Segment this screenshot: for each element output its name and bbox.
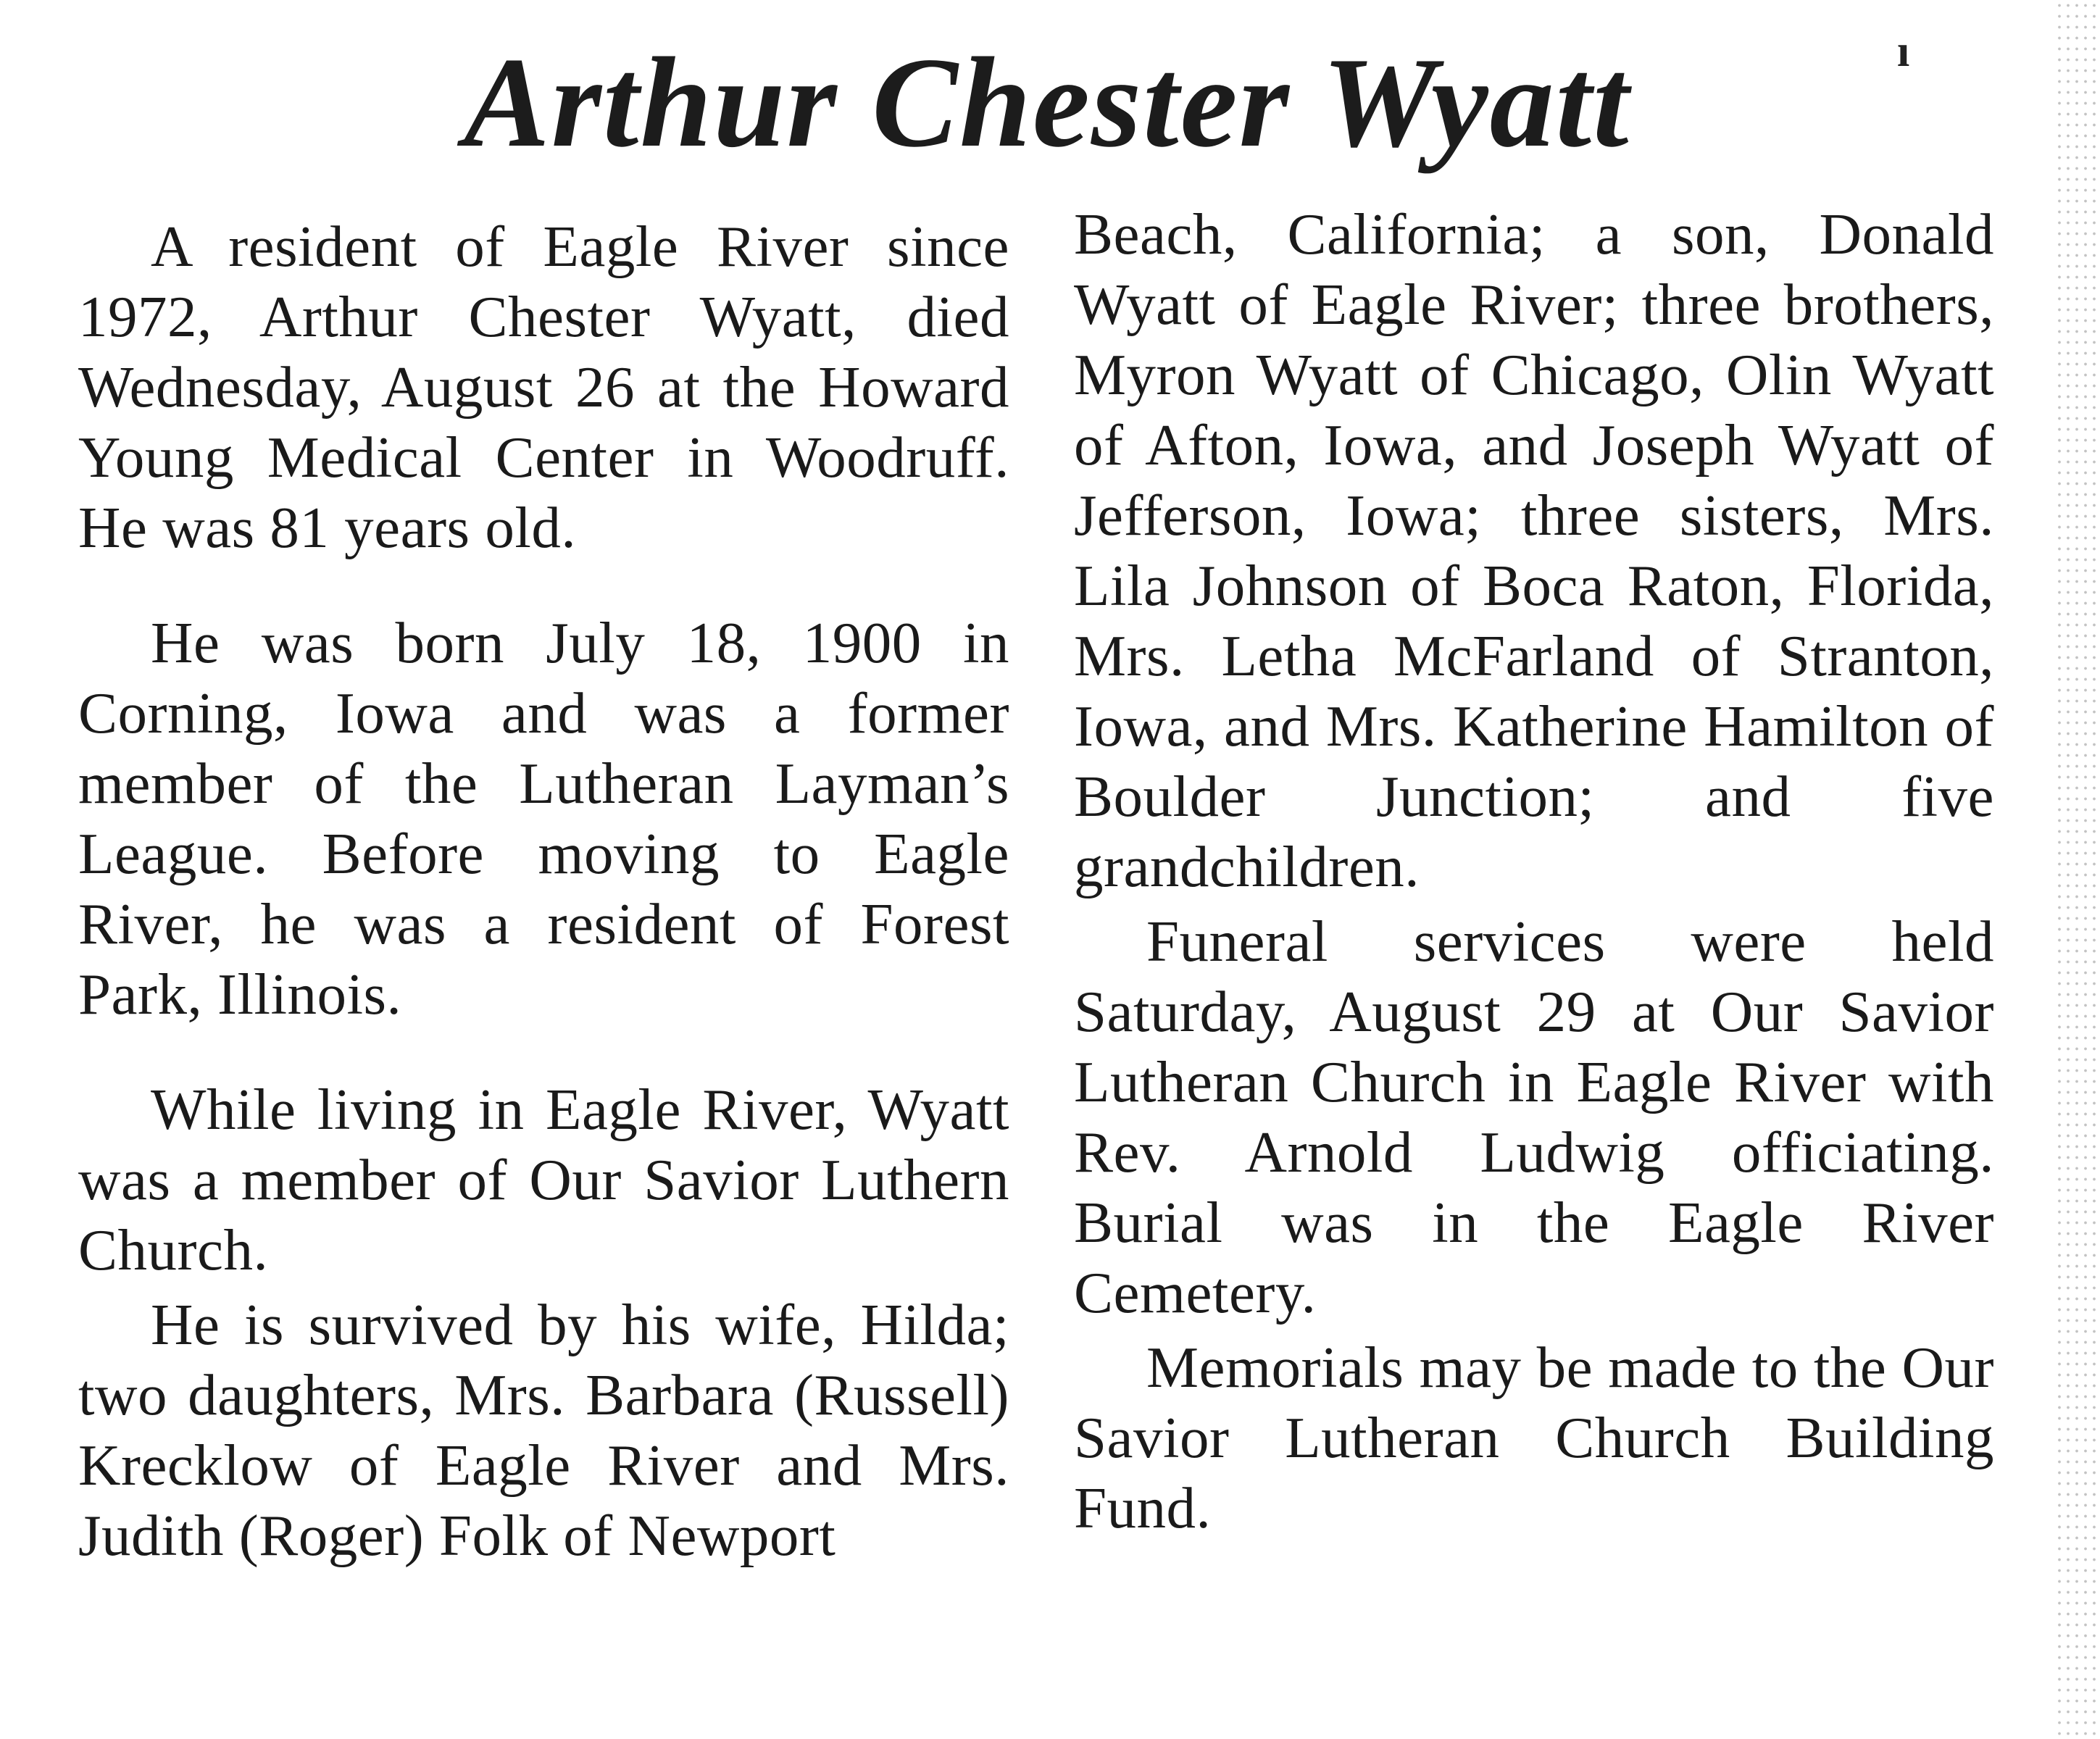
obituary-headline: Arthur Chester Wyatt [464, 30, 1630, 174]
paragraph-birth: He was born July 18, 1900 in Corning, Iowa and was a former member of the Lutheran Layman’s League. Before moving to Eagle River, he was a resident of Forest Park, Illinois. [78, 610, 1009, 1027]
paragraph-survivors: He is survived by his wife, Hilda; two daughters, Mrs. Barbara (Russell) Krecklow of Eagle River and Mrs. Judith (Roger) Folk of Newport [78, 1292, 1009, 1568]
right-column [1074, 199, 1994, 1543]
scan-edge-texture [2055, 0, 2100, 1739]
paragraph-church: While living in Eagle River, Wyatt was a member of Our Savior Luthern Church. [78, 1077, 1009, 1283]
corner-mark: ı [1897, 27, 1910, 76]
paragraph-residence: A resident of Eagle River since 1972, Arthur Chester Wyatt, died Wednesday, August 26 at the Howard Young Medical Center in Woodruff. He was 81 years old. [78, 214, 1009, 560]
paragraph-funeral: Funeral services were held Saturday, August 29 at Our Savior Lutheran Church in Eagle River with Rev. Arnold Ludwig officiating. Burial was in the Eagle River Cemetery. [1074, 909, 1994, 1325]
paragraph-memorials: Memorials may be made to the Our Savior Lutheran Church Building Fund. [1074, 1335, 1994, 1540]
paragraph-survivors-continued: Beach, California; a son, Donald Wyatt of Eagle River; three brothers, Myron Wyatt of Chicago, Olin Wyatt of Afton, Iowa, and Joseph Wyatt of Jefferson, Iowa; three sisters, Mrs. Lila Johnson of Boca Raton, Florida, Mrs. Letha McFarland of Stranton, Iowa, and Mrs. Katherine Hamilton of Boulder Junction; and five grandchildren. [1074, 201, 1994, 899]
left-column [78, 212, 1009, 1571]
